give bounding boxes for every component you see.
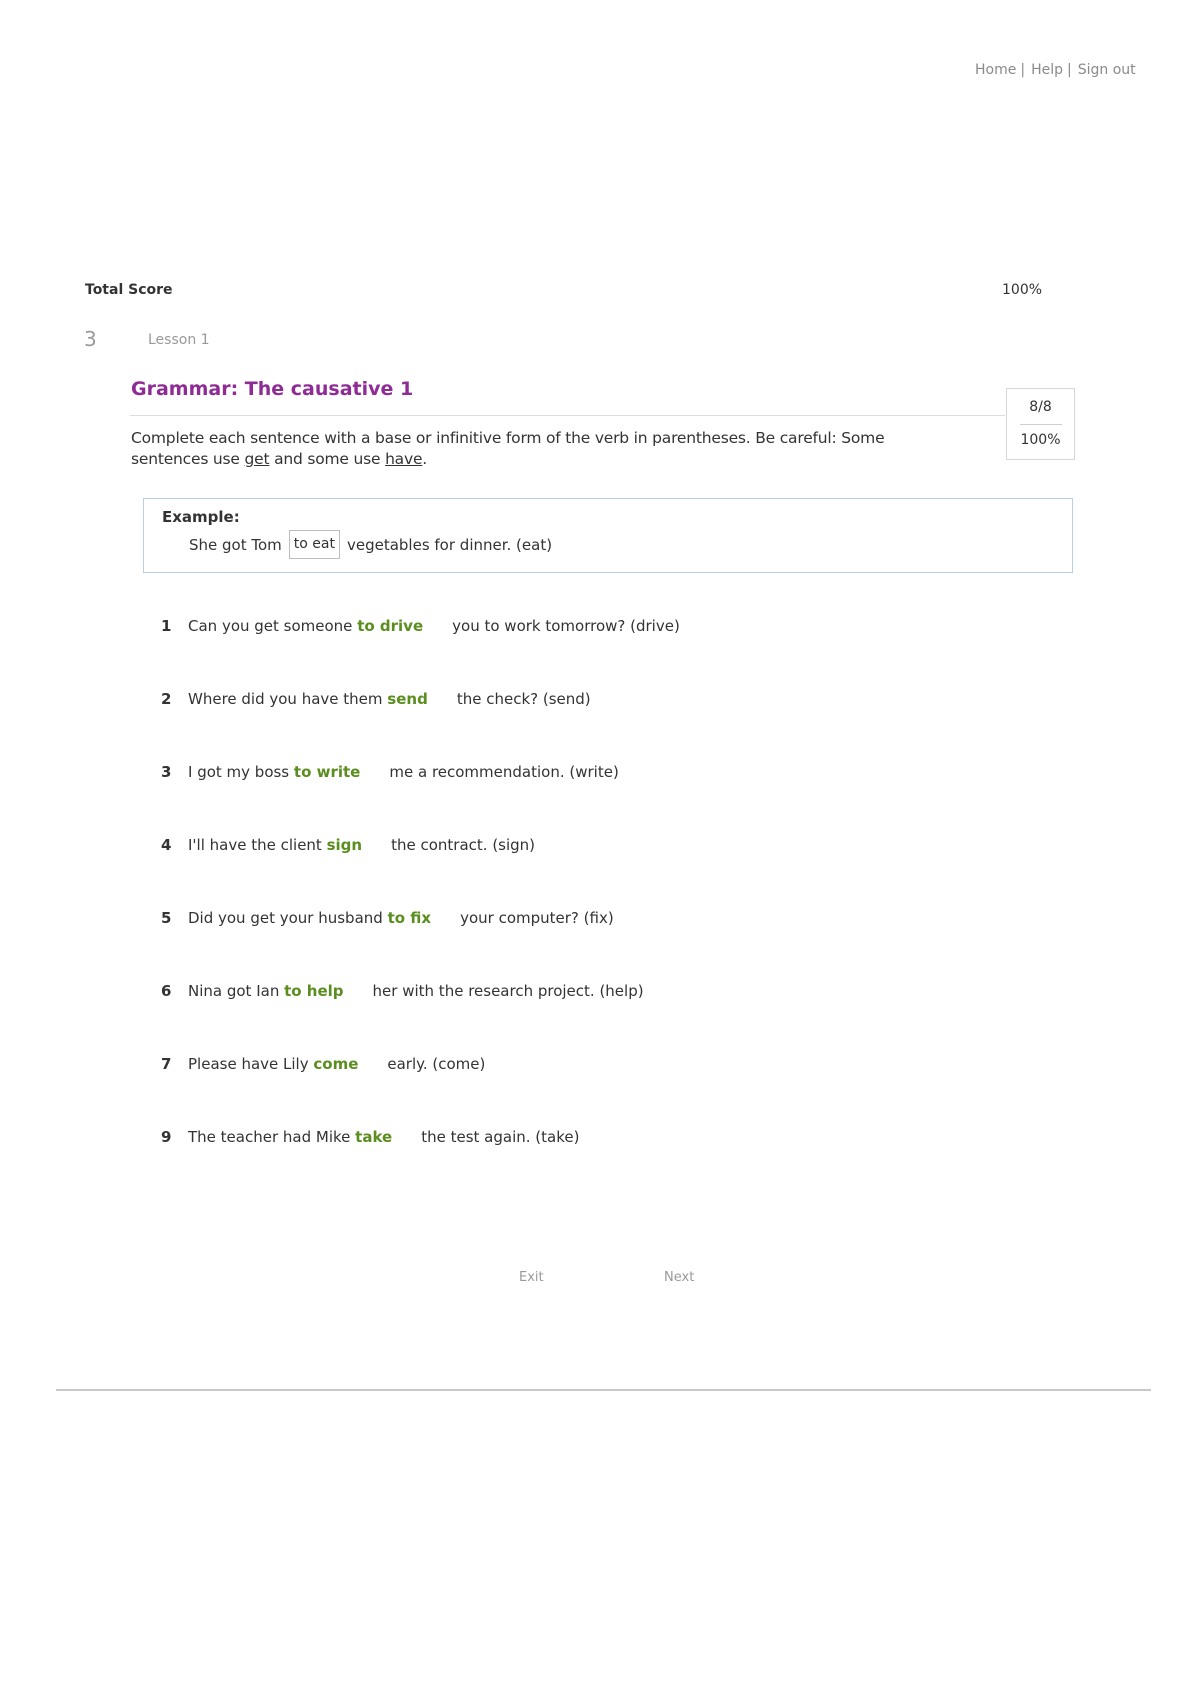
score-fraction: 8/8 [1029,399,1052,415]
question-before: Did you get your husband [188,909,383,927]
question-after: the test again. (take) [421,1128,580,1146]
example-before: She got Tom [189,535,282,554]
lesson-label: Lesson 1 [148,332,210,348]
exit-button[interactable]: Exit [519,1270,544,1285]
instructions-text: and some use [269,450,386,468]
footer-divider [56,1389,1151,1391]
question-number: 1 [161,617,172,635]
question-number: 3 [161,763,172,781]
activity-score-box [1006,388,1075,460]
next-button[interactable]: Next [664,1270,695,1285]
question-before: The teacher had Mike [188,1128,351,1146]
unit-number: 3 [84,327,97,351]
question-number: 2 [161,690,172,708]
question-answer[interactable]: send [387,690,428,708]
question-item [161,836,535,854]
question-item [161,982,644,1000]
sign-out-link[interactable]: Sign out [1077,62,1136,78]
nav-separator: | [1020,62,1026,78]
total-score-label: Total Score [85,282,173,298]
example-label: Example: [162,508,240,526]
instructions-get: get [244,450,270,468]
question-after: early. (come) [387,1055,486,1073]
score-percent: 100% [1020,432,1061,448]
question-number: 5 [161,909,172,927]
question-before: Can you get someone [188,617,353,635]
question-after: your computer? (fix) [460,909,614,927]
example-sentence [189,530,552,559]
question-after: her with the research project. (help) [372,982,644,1000]
question-before: Nina got Ian [188,982,280,1000]
question-item [161,690,591,708]
question-answer[interactable]: sign [326,836,363,854]
question-answer[interactable]: come [313,1055,359,1073]
help-link[interactable]: Help [1031,62,1063,78]
question-before: I got my boss [188,763,290,781]
home-link[interactable]: Home [975,62,1017,78]
example-box [143,498,1073,573]
example-after: vegetables for dinner. (eat) [346,535,553,554]
question-number: 6 [161,982,172,1000]
instructions-text: . [422,450,428,468]
question-after: the check? (send) [456,690,591,708]
question-item [161,1128,579,1146]
nav-separator: | [1066,62,1072,78]
question-after: me a recommendation. (write) [389,763,619,781]
question-number: 4 [161,836,172,854]
total-score-value: 100% [1002,282,1043,298]
score-divider [1020,424,1062,425]
question-item [161,909,614,927]
question-item [161,1055,485,1073]
question-answer[interactable]: to write [293,763,361,781]
question-before: I'll have the client [188,836,322,854]
question-before: Where did you have them [188,690,383,708]
question-answer[interactable]: take [355,1128,393,1146]
top-nav [975,62,1136,78]
question-before: Please have Lily [188,1055,309,1073]
question-number: 9 [161,1128,172,1146]
question-answer[interactable]: to fix [387,909,432,927]
question-number: 7 [161,1055,172,1073]
question-after: you to work tomorrow? (drive) [452,617,680,635]
activity-title: Grammar: The causative 1 [131,378,414,400]
example-answer-box: to eat [289,530,340,559]
question-after: the contract. (sign) [391,836,536,854]
instructions-text: Complete each sentence with a base or infinitive form of the verb in parentheses. Be careful: Some sentences use [131,429,885,468]
instructions [131,428,921,470]
question-item [161,763,619,781]
instructions-have: have [385,450,423,468]
question-answer[interactable]: to help [284,982,344,1000]
title-divider [130,415,1005,416]
question-answer[interactable]: to drive [357,617,424,635]
question-item [161,617,680,635]
